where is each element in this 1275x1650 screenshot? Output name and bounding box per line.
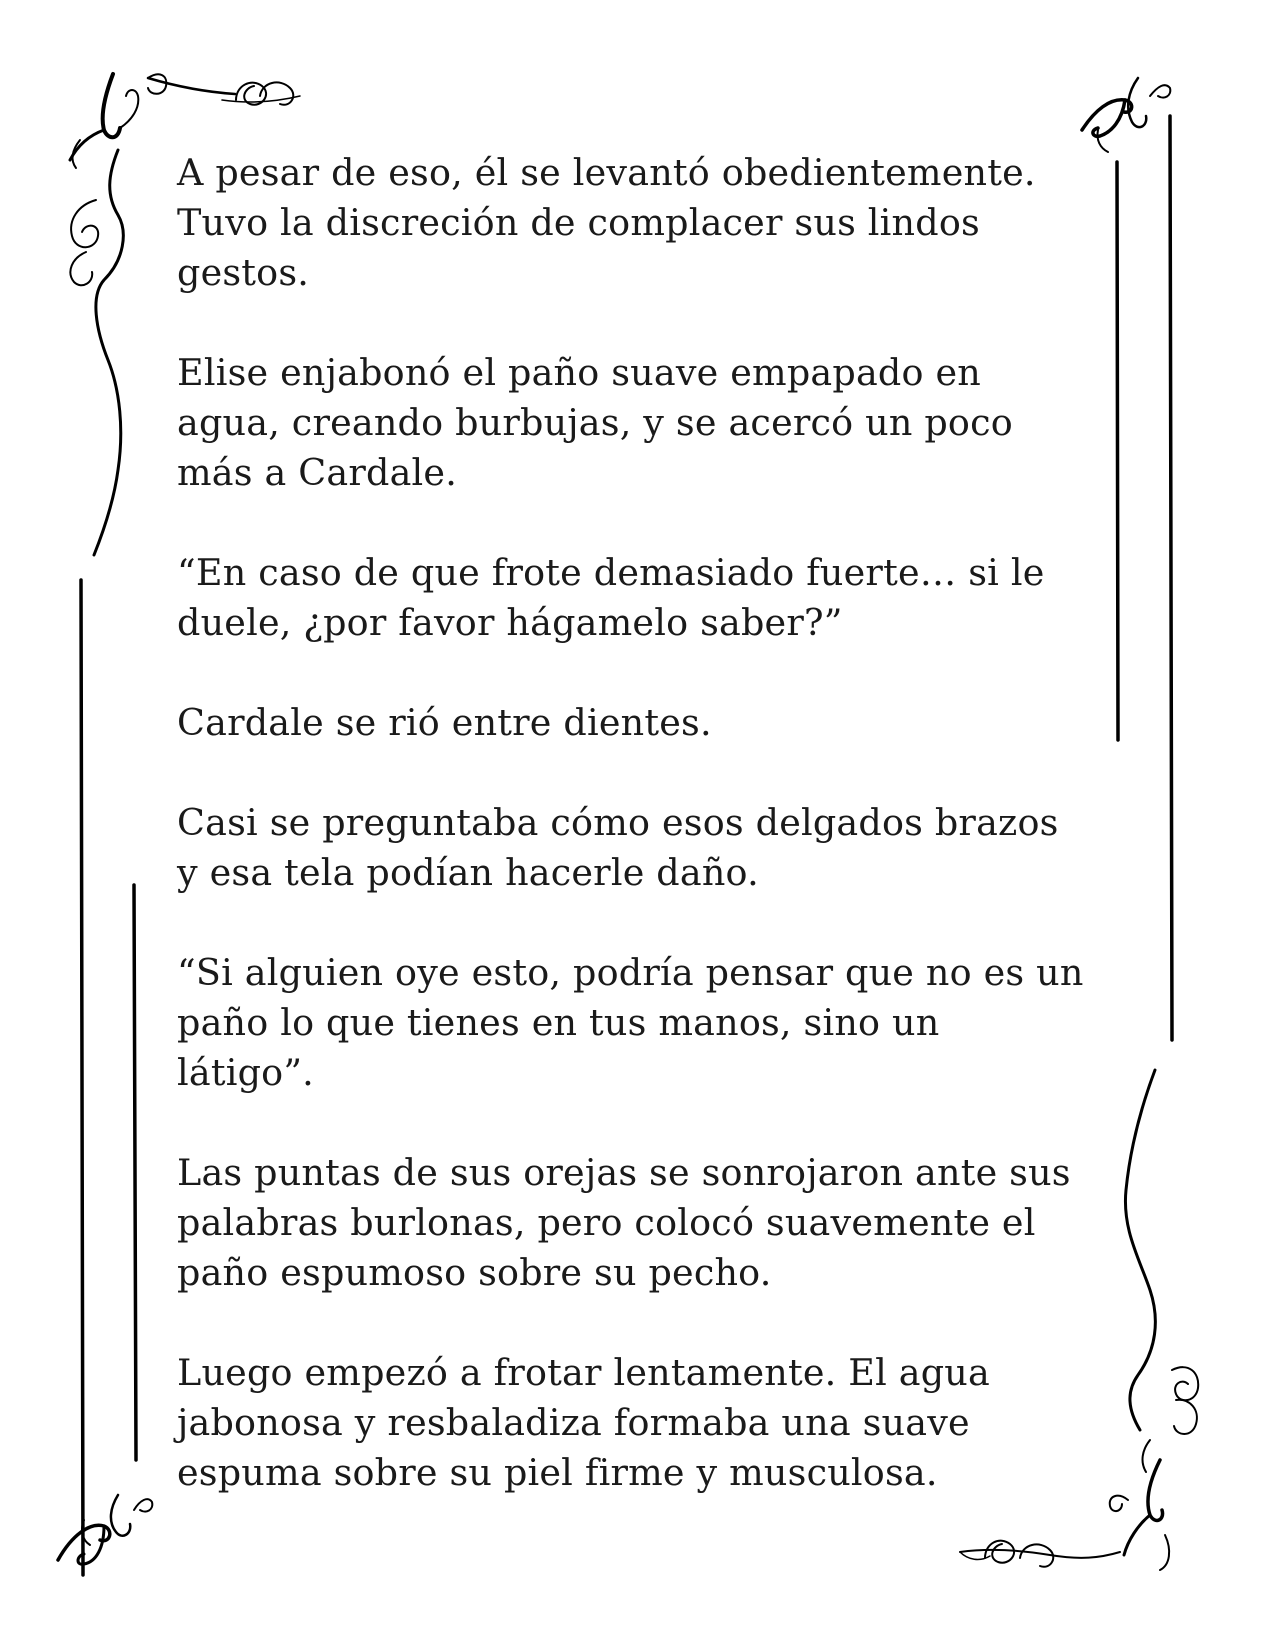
paragraph-1: A pesar de eso, él se levantó obedientemente. Tuvo la discreción de complacer sus lindos gestos. [177, 151, 1036, 294]
paragraph-7: Las puntas de sus orejas se sonrojaron ante sus palabras burlonas, pero colocó suavemente el paño espumoso sobre su pecho. [177, 1151, 1071, 1294]
left-vertical-lines [81, 580, 136, 1575]
paragraph-8: Luego empezó a frotar lentamente. El agua jabonosa y resbaladiza formaba una suave espuma sobre su piel firme y musculosa. [177, 1351, 990, 1494]
story-text [177, 148, 1097, 1548]
paragraph-5: Casi se preguntaba cómo esos delgados brazos y esa tela podían hacerle daño. [177, 801, 1059, 894]
bottom-left-flourish [58, 1495, 152, 1564]
paragraph-3: “En caso de que frote demasiado fuerte… si le duele, ¿por favor hágamelo saber?” [177, 551, 1045, 644]
paragraph-2: Elise enjabonó el paño suave empapado en agua, creando burbujas, y se acercó un poco más a Cardale. [177, 351, 1013, 494]
paragraph-4: Cardale se rió entre dientes. [177, 701, 712, 744]
paragraph-6: “Si alguien oye esto, podría pensar que no es un paño lo que tienes en tus manos, sino un látigo”. [177, 951, 1084, 1094]
